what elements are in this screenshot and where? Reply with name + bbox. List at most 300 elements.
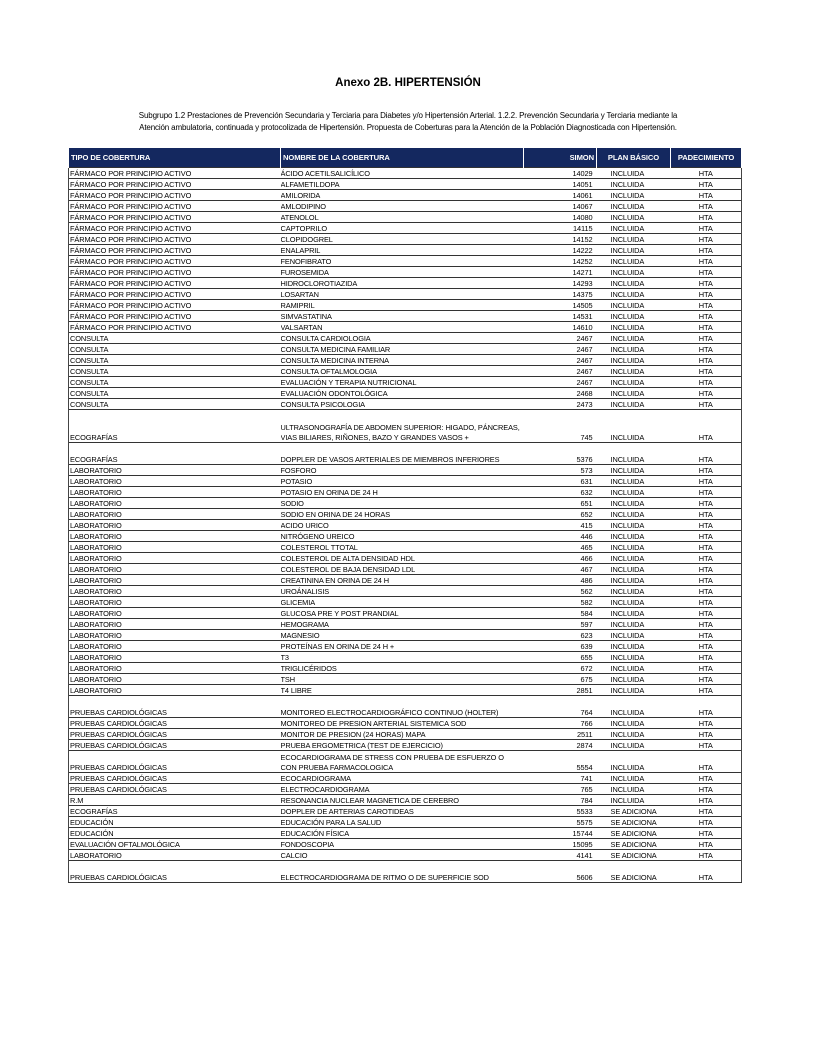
cell-padecimiento: HTA [671, 828, 742, 839]
cell-tipo: LABORATORIO [69, 564, 281, 575]
cell-padecimiento: HTA [671, 498, 742, 509]
cell-tipo: LABORATORIO [69, 476, 281, 487]
cell-nombre: CONSULTA OFTALMOLOGIA [281, 366, 524, 377]
cell-nombre: COLESTEROL DE ALTA DENSIDAD HDL [281, 553, 524, 564]
cell-simon: 14029 [524, 168, 597, 179]
table-row [69, 410, 742, 443]
cell-tipo: LABORATORIO [69, 608, 281, 619]
cell-plan: INCLUIDA [597, 278, 671, 289]
table-row [69, 608, 742, 619]
cell-padecimiento: HTA [671, 333, 742, 344]
cell-plan: INCLUIDA [597, 267, 671, 278]
cell-tipo: PRUEBAS CARDIOLÓGICAS [69, 740, 281, 751]
cell-tipo: FÁRMACO POR PRINCIPIO ACTIVO [69, 267, 281, 278]
cell-simon: 5554 [524, 751, 597, 773]
cell-tipo: LABORATORIO [69, 850, 281, 861]
cell-tipo: LABORATORIO [69, 498, 281, 509]
table-row [69, 344, 742, 355]
table-row [69, 619, 742, 630]
cell-nombre: ELECTROCARDIOGRAMA DE RITMO O DE SUPERFICIE SOD [281, 861, 524, 883]
cell-simon: 632 [524, 487, 597, 498]
cell-nombre: RESONANCIA NUCLEAR MAGNETICA DE CEREBRO [281, 795, 524, 806]
cell-padecimiento: HTA [671, 751, 742, 773]
cell-plan: INCLUIDA [597, 740, 671, 751]
cell-plan: INCLUIDA [597, 256, 671, 267]
cell-nombre: LOSARTAN [281, 289, 524, 300]
cell-tipo: LABORATORIO [69, 531, 281, 542]
cell-padecimiento: HTA [671, 696, 742, 718]
cell-tipo: LABORATORIO [69, 619, 281, 630]
cell-simon: 2467 [524, 333, 597, 344]
table-row [69, 212, 742, 223]
table-row [69, 575, 742, 586]
cell-plan: INCLUIDA [597, 212, 671, 223]
table-row [69, 355, 742, 366]
cell-nombre: ECOCARDIOGRAMA [281, 773, 524, 784]
cell-nombre: DOPPLER DE VASOS ARTERIALES DE MIEMBROS INFERIORES [281, 443, 524, 465]
cell-tipo: ECOGRAFÍAS [69, 443, 281, 465]
cell-simon: 652 [524, 509, 597, 520]
cell-padecimiento: HTA [671, 674, 742, 685]
cell-simon: 623 [524, 630, 597, 641]
cell-nombre: CREATININA EN ORINA DE 24 H [281, 575, 524, 586]
cell-plan: INCLUIDA [597, 773, 671, 784]
cell-padecimiento: HTA [671, 685, 742, 696]
header-plan: PLAN BÁSICO [597, 148, 671, 168]
document-subtitle [70, 110, 746, 134]
cell-padecimiento: HTA [671, 289, 742, 300]
cell-padecimiento: HTA [671, 267, 742, 278]
table-row [69, 190, 742, 201]
cell-tipo: EDUCACIÓN [69, 817, 281, 828]
table-row [69, 718, 742, 729]
cell-simon: 14293 [524, 278, 597, 289]
table-row [69, 641, 742, 652]
cell-plan: SE ADICIONA [597, 828, 671, 839]
cell-padecimiento: HTA [671, 553, 742, 564]
cell-padecimiento: HTA [671, 740, 742, 751]
cell-simon: 2467 [524, 344, 597, 355]
cell-simon: 2874 [524, 740, 597, 751]
cell-tipo: CONSULTA [69, 344, 281, 355]
cell-simon: 2468 [524, 388, 597, 399]
header-nombre: NOMBRE DE LA COBERTURA [281, 148, 524, 168]
header-tipo: TIPO DE COBERTURA [69, 148, 281, 168]
cell-tipo: PRUEBAS CARDIOLÓGICAS [69, 729, 281, 740]
table-row [69, 333, 742, 344]
cell-tipo: FÁRMACO POR PRINCIPIO ACTIVO [69, 322, 281, 333]
cell-plan: INCLUIDA [597, 619, 671, 630]
cell-plan: INCLUIDA [597, 564, 671, 575]
cell-plan: INCLUIDA [597, 663, 671, 674]
subtitle-line-1: Subgrupo 1.2 Prestaciones de Prevención Secundaria y Terciaria para Diabetes y/o Hipertensión Arterial. 1.2.2. Prevención Secundaria y Terciaria mediante la [138, 111, 678, 120]
cell-plan: INCLUIDA [597, 652, 671, 663]
cell-tipo: FÁRMACO POR PRINCIPIO ACTIVO [69, 201, 281, 212]
cell-nombre: AMILORIDA [281, 190, 524, 201]
cell-nombre: ULTRASONOGRAFÍA DE ABDOMEN SUPERIOR: HIGADO, PÁNCREAS, VIAS BILIARES, RIÑONES, BAZO Y GRANDES VASOS + [281, 410, 524, 443]
cell-simon: 2511 [524, 729, 597, 740]
cell-simon: 415 [524, 520, 597, 531]
cell-nombre: EVALUACIÓN ODONTOLÓGICA [281, 388, 524, 399]
cell-plan: INCLUIDA [597, 190, 671, 201]
cell-simon: 2473 [524, 399, 597, 410]
cell-simon: 562 [524, 586, 597, 597]
cell-simon: 5533 [524, 806, 597, 817]
cell-plan: INCLUIDA [597, 575, 671, 586]
cell-padecimiento: HTA [671, 201, 742, 212]
cell-plan: INCLUIDA [597, 333, 671, 344]
cell-padecimiento: HTA [671, 652, 742, 663]
cell-simon: 14610 [524, 322, 597, 333]
cell-simon: 651 [524, 498, 597, 509]
cell-nombre: SIMVASTATINA [281, 311, 524, 322]
cell-tipo: CONSULTA [69, 333, 281, 344]
cell-simon: 784 [524, 795, 597, 806]
cell-tipo: R.M [69, 795, 281, 806]
cell-plan: SE ADICIONA [597, 861, 671, 883]
cell-plan: INCLUIDA [597, 476, 671, 487]
cell-plan: INCLUIDA [597, 718, 671, 729]
cell-tipo: EDUCACIÓN [69, 828, 281, 839]
cell-plan: SE ADICIONA [597, 850, 671, 861]
cell-nombre: PROTEÍNAS EN ORINA DE 24 H + [281, 641, 524, 652]
table-row [69, 223, 742, 234]
table-row [69, 751, 742, 773]
cell-padecimiento: HTA [671, 487, 742, 498]
table-row [69, 773, 742, 784]
cell-tipo: PRUEBAS CARDIOLÓGICAS [69, 751, 281, 773]
cell-simon: 766 [524, 718, 597, 729]
document-title: Anexo 2B. HIPERTENSIÓN [335, 77, 481, 89]
cell-plan: INCLUIDA [597, 586, 671, 597]
cell-simon: 639 [524, 641, 597, 652]
table-row [69, 256, 742, 267]
cell-padecimiento: HTA [671, 597, 742, 608]
cell-tipo: FÁRMACO POR PRINCIPIO ACTIVO [69, 278, 281, 289]
cell-tipo: PRUEBAS CARDIOLÓGICAS [69, 784, 281, 795]
cell-plan: INCLUIDA [597, 674, 671, 685]
table-row [69, 564, 742, 575]
cell-nombre: FOSFORO [281, 465, 524, 476]
cell-padecimiento: HTA [671, 190, 742, 201]
cell-tipo: EVALUACIÓN OFTALMOLÓGICA [69, 839, 281, 850]
table-row [69, 696, 742, 718]
cell-plan: INCLUIDA [597, 300, 671, 311]
table-row [69, 465, 742, 476]
table-row [69, 597, 742, 608]
cell-padecimiento: HTA [671, 663, 742, 674]
cell-nombre: ENALAPRIL [281, 245, 524, 256]
cell-tipo: LABORATORIO [69, 465, 281, 476]
cell-nombre: TSH [281, 674, 524, 685]
table-row [69, 586, 742, 597]
cell-tipo: ECOGRAFÍAS [69, 410, 281, 443]
cell-simon: 2467 [524, 366, 597, 377]
cell-simon: 765 [524, 784, 597, 795]
table-row [69, 311, 742, 322]
cell-plan: INCLUIDA [597, 487, 671, 498]
table-row [69, 652, 742, 663]
cell-plan: INCLUIDA [597, 377, 671, 388]
cell-padecimiento: HTA [671, 619, 742, 630]
table-row [69, 267, 742, 278]
cell-tipo: PRUEBAS CARDIOLÓGICAS [69, 696, 281, 718]
cell-nombre: CONSULTA CARDIOLOGIA [281, 333, 524, 344]
cell-nombre: POTASIO EN ORINA DE 24 H [281, 487, 524, 498]
table-row [69, 443, 742, 465]
cell-plan: INCLUIDA [597, 245, 671, 256]
cell-nombre: CONSULTA MEDICINA INTERNA [281, 355, 524, 366]
cell-simon: 14080 [524, 212, 597, 223]
cell-tipo: ECOGRAFÍAS [69, 806, 281, 817]
table-row [69, 685, 742, 696]
cell-tipo: LABORATORIO [69, 509, 281, 520]
cell-plan: INCLUIDA [597, 289, 671, 300]
table-row [69, 520, 742, 531]
cell-nombre: T4 LIBRE [281, 685, 524, 696]
cell-nombre: EDUCACIÓN FÍSICA [281, 828, 524, 839]
cell-simon: 764 [524, 696, 597, 718]
cell-simon: 14222 [524, 245, 597, 256]
cell-plan: INCLUIDA [597, 597, 671, 608]
cell-simon: 14252 [524, 256, 597, 267]
cell-plan: INCLUIDA [597, 399, 671, 410]
table-row [69, 498, 742, 509]
table-row [69, 509, 742, 520]
cell-padecimiento: HTA [671, 586, 742, 597]
table-body [69, 168, 742, 883]
cell-nombre: CALCIO [281, 850, 524, 861]
cell-simon: 655 [524, 652, 597, 663]
cell-nombre: CONSULTA MEDICINA FAMILIAR [281, 344, 524, 355]
cell-nombre: RAMIPRIL [281, 300, 524, 311]
table-row [69, 366, 742, 377]
cell-nombre: CAPTOPRILO [281, 223, 524, 234]
cell-padecimiento: HTA [671, 575, 742, 586]
cell-simon: 5376 [524, 443, 597, 465]
table-row [69, 245, 742, 256]
cell-padecimiento: HTA [671, 311, 742, 322]
cell-padecimiento: HTA [671, 630, 742, 641]
cell-nombre: POTASIO [281, 476, 524, 487]
cell-padecimiento: HTA [671, 509, 742, 520]
cell-plan: INCLUIDA [597, 168, 671, 179]
cell-nombre: ÁCIDO ACETILSALICÍLICO [281, 168, 524, 179]
cell-nombre: MONITOREO DE PRESION ARTERIAL SISTEMICA SOD [281, 718, 524, 729]
cell-plan: INCLUIDA [597, 443, 671, 465]
table-row [69, 542, 742, 553]
cell-nombre: ECOCARDIOGRAMA DE STRESS CON PRUEBA DE ESFUERZO O CON PRUEBA FARMACOLOGICA [281, 751, 524, 773]
table-row [69, 674, 742, 685]
cell-nombre: CLOPIDOGREL [281, 234, 524, 245]
cell-simon: 14271 [524, 267, 597, 278]
cell-padecimiento: HTA [671, 784, 742, 795]
cell-tipo: FÁRMACO POR PRINCIPIO ACTIVO [69, 311, 281, 322]
cell-simon: 597 [524, 619, 597, 630]
cell-tipo: LABORATORIO [69, 553, 281, 564]
table-row [69, 234, 742, 245]
table-row [69, 630, 742, 641]
cell-nombre: NITRÓGENO UREICO [281, 531, 524, 542]
cell-plan: INCLUIDA [597, 630, 671, 641]
cell-padecimiento: HTA [671, 168, 742, 179]
cell-plan: INCLUIDA [597, 608, 671, 619]
table-row [69, 839, 742, 850]
header-simon: SIMON [524, 148, 597, 168]
cell-nombre: TRIGLICÉRIDOS [281, 663, 524, 674]
cell-simon: 15095 [524, 839, 597, 850]
cell-nombre: UROÁNALISIS [281, 586, 524, 597]
cell-padecimiento: HTA [671, 278, 742, 289]
cell-tipo: CONSULTA [69, 366, 281, 377]
table-row [69, 806, 742, 817]
cell-simon: 486 [524, 575, 597, 586]
table-row [69, 828, 742, 839]
cell-plan: INCLUIDA [597, 795, 671, 806]
cell-simon: 14505 [524, 300, 597, 311]
cell-tipo: CONSULTA [69, 388, 281, 399]
cell-padecimiento: HTA [671, 377, 742, 388]
table-row [69, 322, 742, 333]
cell-simon: 584 [524, 608, 597, 619]
cell-simon: 2467 [524, 377, 597, 388]
table-row [69, 399, 742, 410]
cell-nombre: AMLODIPINO [281, 201, 524, 212]
cell-nombre: SODIO [281, 498, 524, 509]
cell-padecimiento: HTA [671, 806, 742, 817]
cell-plan: INCLUIDA [597, 531, 671, 542]
cell-padecimiento: HTA [671, 839, 742, 850]
table-row [69, 289, 742, 300]
header-padecimiento: PADECIMIENTO [671, 148, 742, 168]
cell-nombre: ACIDO URICO [281, 520, 524, 531]
cell-padecimiento: HTA [671, 245, 742, 256]
cell-tipo: LABORATORIO [69, 674, 281, 685]
cell-tipo: LABORATORIO [69, 542, 281, 553]
cell-nombre: PRUEBA ERGOMETRICA (TEST DE EJERCICIO) [281, 740, 524, 751]
cell-plan: INCLUIDA [597, 355, 671, 366]
table-header-row [69, 148, 742, 168]
cell-nombre: HIDROCLOROTIAZIDA [281, 278, 524, 289]
cell-padecimiento: HTA [671, 234, 742, 245]
cell-tipo: PRUEBAS CARDIOLÓGICAS [69, 773, 281, 784]
cell-padecimiento: HTA [671, 641, 742, 652]
table-row [69, 377, 742, 388]
cell-nombre: ATENOLOL [281, 212, 524, 223]
cell-tipo: LABORATORIO [69, 586, 281, 597]
cell-tipo: FÁRMACO POR PRINCIPIO ACTIVO [69, 190, 281, 201]
cell-padecimiento: HTA [671, 256, 742, 267]
cell-nombre: DOPPLER DE ARTERIAS CAROTIDEAS [281, 806, 524, 817]
cell-plan: INCLUIDA [597, 509, 671, 520]
cell-padecimiento: HTA [671, 179, 742, 190]
cell-simon: 631 [524, 476, 597, 487]
table-row [69, 850, 742, 861]
cell-plan: INCLUIDA [597, 465, 671, 476]
cell-plan: INCLUIDA [597, 201, 671, 212]
cell-nombre: FUROSEMIDA [281, 267, 524, 278]
cell-tipo: FÁRMACO POR PRINCIPIO ACTIVO [69, 168, 281, 179]
cell-nombre: MAGNESIO [281, 630, 524, 641]
table-row [69, 663, 742, 674]
cell-padecimiento: HTA [671, 773, 742, 784]
cell-plan: SE ADICIONA [597, 817, 671, 828]
cell-tipo: FÁRMACO POR PRINCIPIO ACTIVO [69, 245, 281, 256]
cell-plan: INCLUIDA [597, 641, 671, 652]
cell-padecimiento: HTA [671, 608, 742, 619]
cell-nombre: FONDOSCOPIA [281, 839, 524, 850]
table-row [69, 278, 742, 289]
cell-tipo: LABORATORIO [69, 652, 281, 663]
cell-simon: 14375 [524, 289, 597, 300]
coverage-table [68, 148, 742, 883]
cell-nombre: MONITOR DE PRESION (24 HORAS) MAPA [281, 729, 524, 740]
cell-plan: INCLUIDA [597, 366, 671, 377]
cell-tipo: FÁRMACO POR PRINCIPIO ACTIVO [69, 256, 281, 267]
cell-simon: 466 [524, 553, 597, 564]
cell-padecimiento: HTA [671, 850, 742, 861]
cell-simon: 745 [524, 410, 597, 443]
cell-padecimiento: HTA [671, 443, 742, 465]
cell-nombre: ELECTROCARDIOGRAMA [281, 784, 524, 795]
cell-padecimiento: HTA [671, 564, 742, 575]
cell-plan: INCLUIDA [597, 751, 671, 773]
cell-simon: 14067 [524, 201, 597, 212]
cell-plan: INCLUIDA [597, 234, 671, 245]
cell-nombre: COLESTEROL TTOTAL [281, 542, 524, 553]
cell-padecimiento: HTA [671, 817, 742, 828]
cell-nombre: COLESTEROL DE BAJA DENSIDAD LDL [281, 564, 524, 575]
cell-plan: INCLUIDA [597, 553, 671, 564]
cell-tipo: LABORATORIO [69, 575, 281, 586]
cell-plan: INCLUIDA [597, 311, 671, 322]
cell-plan: INCLUIDA [597, 696, 671, 718]
table-row [69, 201, 742, 212]
cell-tipo: LABORATORIO [69, 520, 281, 531]
table-row [69, 795, 742, 806]
cell-tipo: CONSULTA [69, 355, 281, 366]
cell-simon: 582 [524, 597, 597, 608]
table-row [69, 179, 742, 190]
cell-simon: 465 [524, 542, 597, 553]
cell-simon: 14152 [524, 234, 597, 245]
cell-plan: SE ADICIONA [597, 839, 671, 850]
cell-nombre: CONSULTA PSICOLOGIA [281, 399, 524, 410]
table-row [69, 388, 742, 399]
table-row [69, 168, 742, 179]
table-row [69, 531, 742, 542]
cell-padecimiento: HTA [671, 410, 742, 443]
cell-padecimiento: HTA [671, 795, 742, 806]
cell-tipo: PRUEBAS CARDIOLÓGICAS [69, 861, 281, 883]
cell-padecimiento: HTA [671, 223, 742, 234]
cell-nombre: ALFAMETILDOPA [281, 179, 524, 190]
cell-simon: 14531 [524, 311, 597, 322]
cell-plan: INCLUIDA [597, 179, 671, 190]
subtitle-line-2: Atención ambulatoria, continuada y protocolizada de Hipertensión. Propuesta de Coberturas para la Atención de la Población Diagnosticada con Hipertensión. [139, 123, 677, 132]
cell-padecimiento: HTA [671, 520, 742, 531]
cell-tipo: FÁRMACO POR PRINCIPIO ACTIVO [69, 179, 281, 190]
cell-tipo: FÁRMACO POR PRINCIPIO ACTIVO [69, 289, 281, 300]
cell-simon: 14061 [524, 190, 597, 201]
cell-nombre: FENOFIBRATO [281, 256, 524, 267]
cell-padecimiento: HTA [671, 355, 742, 366]
cell-tipo: FÁRMACO POR PRINCIPIO ACTIVO [69, 234, 281, 245]
table-row [69, 729, 742, 740]
cell-plan: INCLUIDA [597, 520, 671, 531]
cell-padecimiento: HTA [671, 542, 742, 553]
cell-plan: INCLUIDA [597, 542, 671, 553]
